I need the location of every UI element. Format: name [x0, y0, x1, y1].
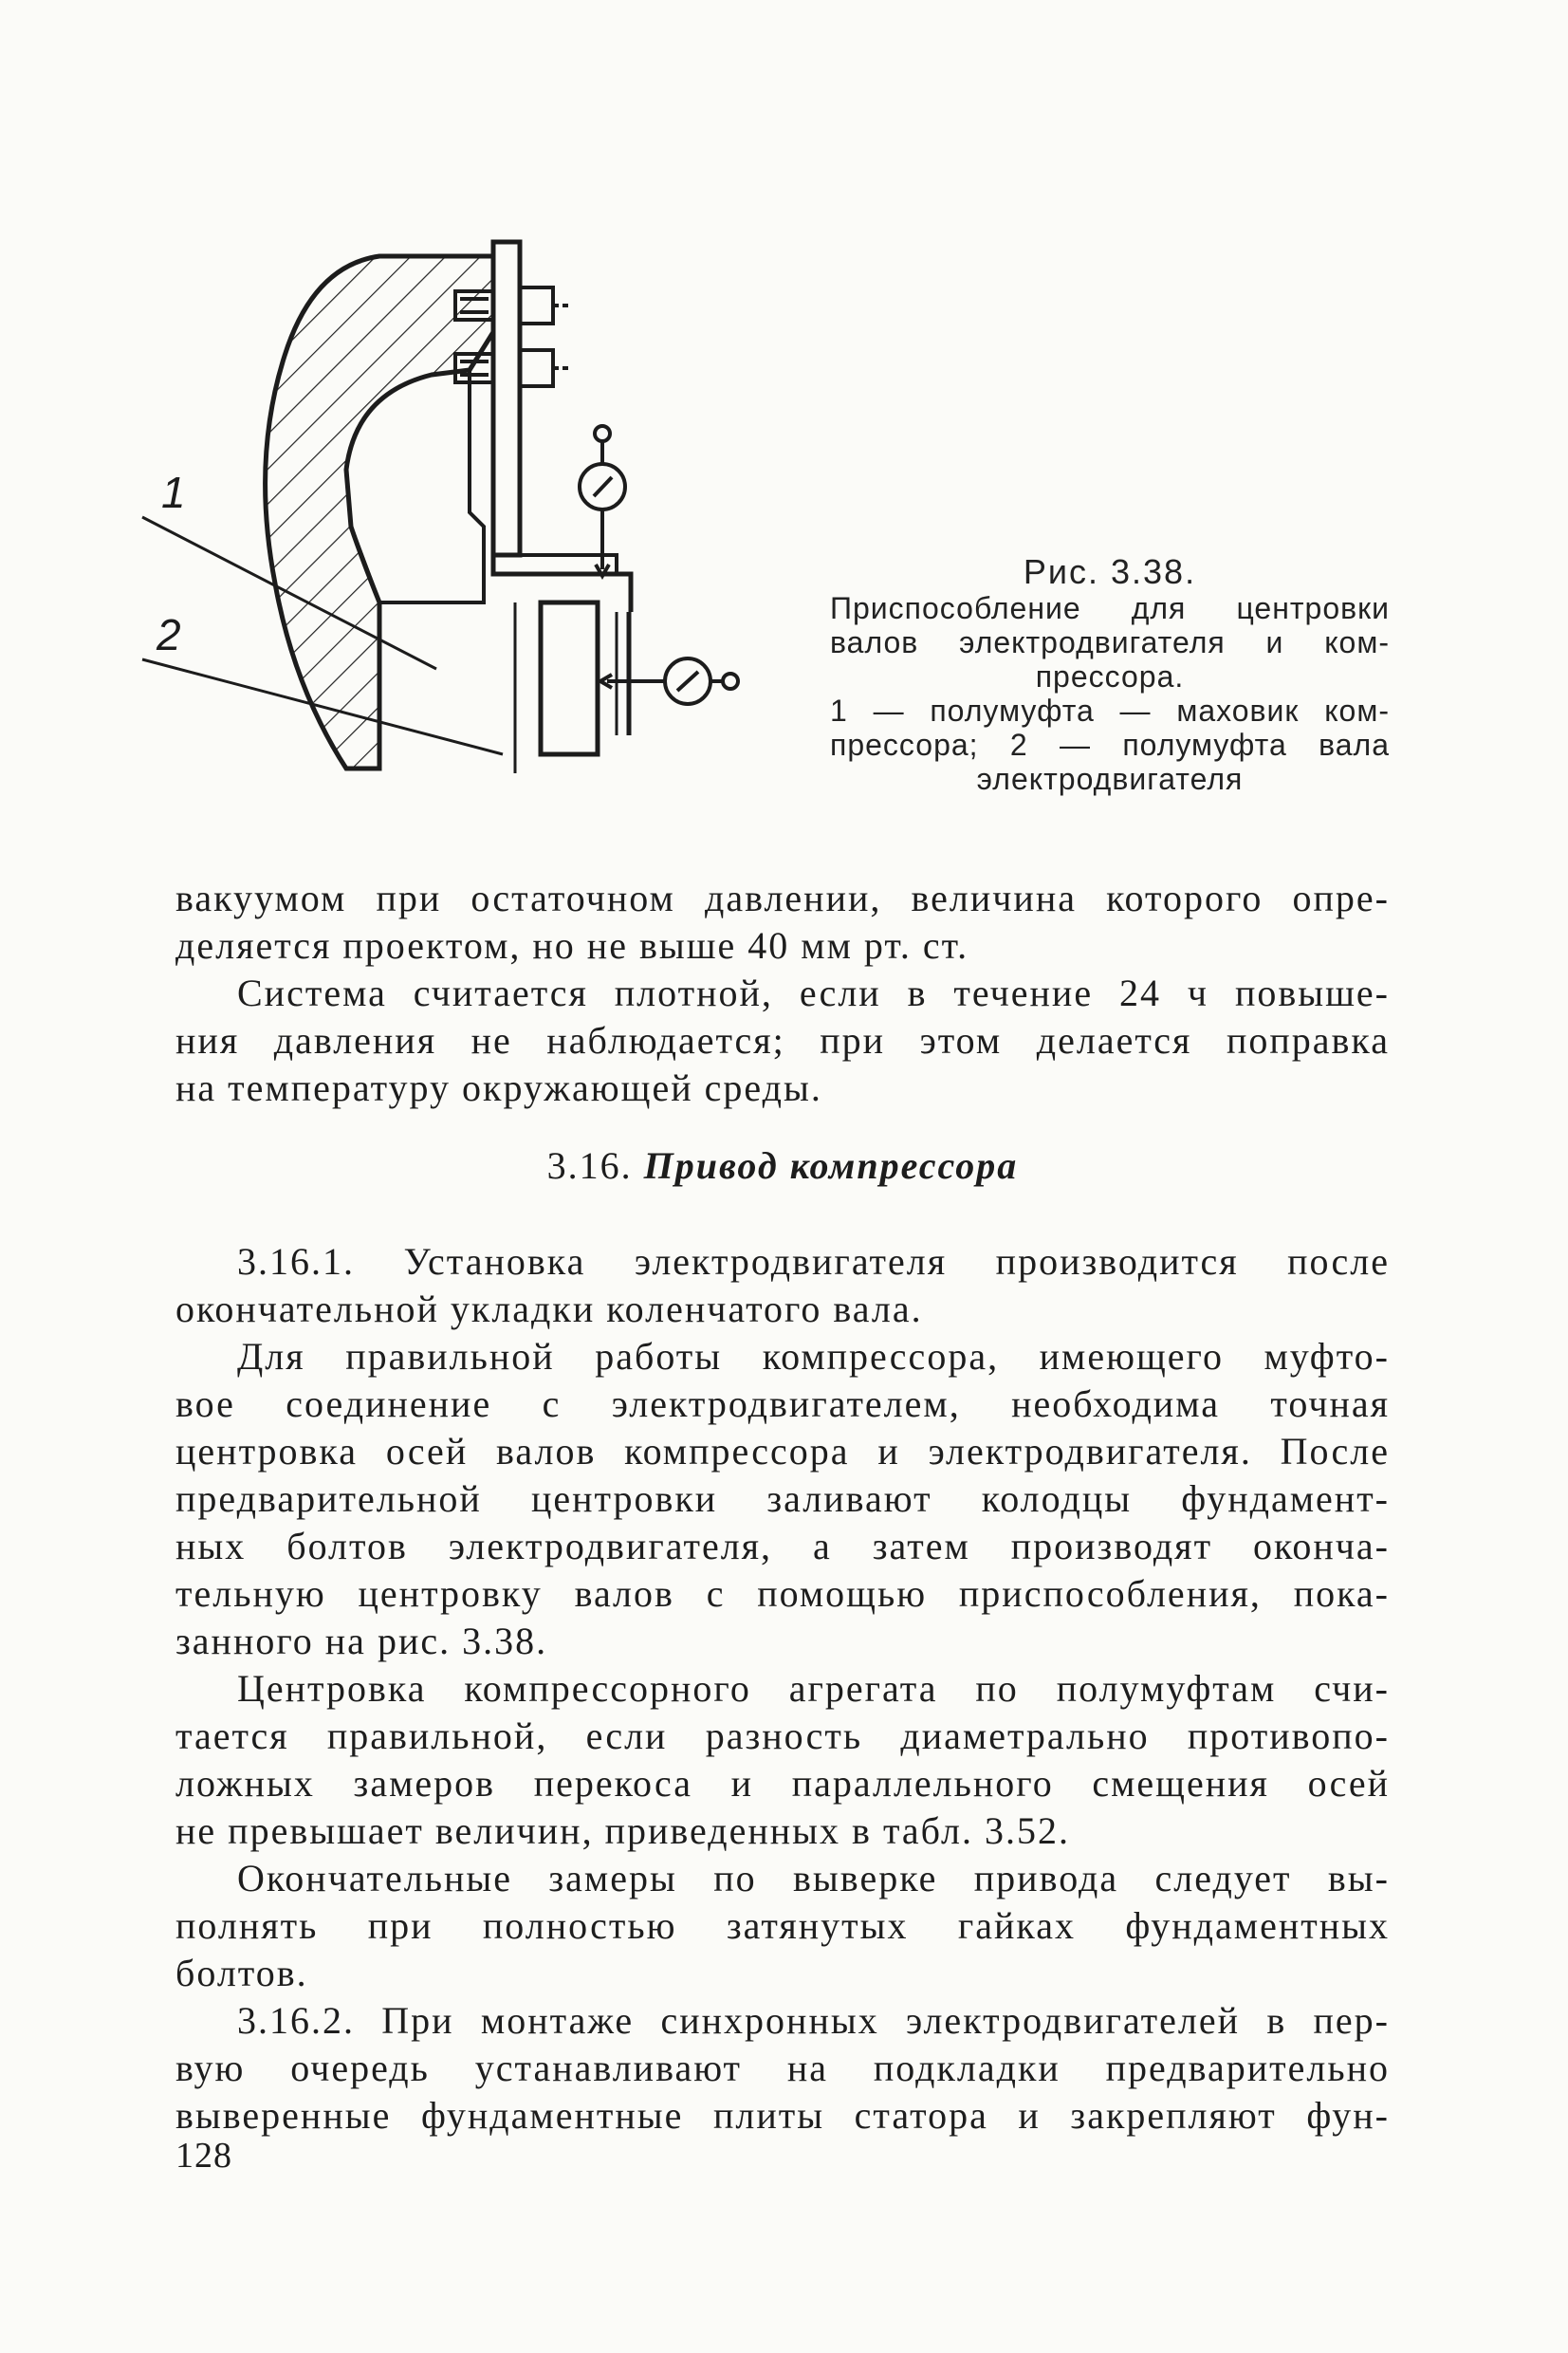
text-line: тается правильной, если разность диаметрально противопо- — [175, 1714, 1390, 1757]
text-line: болтов. — [175, 1952, 308, 1994]
text-line: тельную центровку валов с помощью приспособления, пока- — [175, 1572, 1390, 1615]
text-line: 3.16.2. При монтаже синхронных электродвигателей в пер- — [237, 1999, 1390, 2042]
motor-half-coupling — [541, 602, 598, 754]
caption-line: 1 — полумуфта — маховик ком- — [830, 694, 1390, 728]
text-line: деляется проектом, но не выше 40 мм рт. ст. — [175, 924, 969, 967]
text-line: вое соединение с электродвигателем, необходима точная — [175, 1382, 1390, 1425]
text-line: центровка осей валов компрессора и электродвигателя. После — [175, 1430, 1390, 1473]
figure-caption — [830, 552, 1390, 796]
caption-line: прессора. — [1035, 659, 1185, 694]
text-line: ных болтов электродвигателя, а затем производят оконча- — [175, 1525, 1390, 1567]
text-line: 3.16.1. Установка электродвигателя производится после — [237, 1240, 1390, 1283]
text-line: на температуру окружающей среды. — [175, 1066, 822, 1109]
text-line: полнять при полностью затянутых гайках фундаментных — [175, 1904, 1390, 1947]
text-line: не превышает величин, приведенных в табл. 3.52. — [175, 1809, 1070, 1852]
figure-label-2: 2 — [157, 610, 181, 659]
section-heading — [175, 1143, 1390, 1188]
text-block-top — [175, 875, 1390, 1112]
caption-line: электродвигателя — [976, 762, 1244, 796]
section-number: 3.16. — [546, 1144, 633, 1187]
flywheel-half-coupling-body — [266, 256, 493, 769]
caption-line: прессора; 2 — полумуфта вала — [830, 728, 1390, 762]
caption-line: валов электродвигателя и ком- — [830, 625, 1390, 659]
alignment-fixture-svg — [157, 242, 835, 830]
text-line: Окончательные замеры по выверке привода следует вы- — [237, 1857, 1390, 1899]
text-line: занного на рис. 3.38. — [175, 1620, 548, 1662]
text-line: вую очередь устанавливают на подкладки предварительно — [175, 2047, 1390, 2089]
text-line: предварительной центровки заливают колодцы фундамент- — [175, 1477, 1390, 1520]
caption-title: Рис. 3.38. — [1023, 552, 1197, 591]
dial-indicator-lower-icon — [600, 658, 738, 704]
text-line: Центровка компрессорного агрегата по полумуфтам счи- — [237, 1667, 1390, 1710]
section-title: Привод компрессора — [643, 1144, 1019, 1187]
text-line: Для правильной работы компрессора, имеющего муфто- — [237, 1335, 1390, 1378]
text-line: окончательной укладки коленчатого вала. — [175, 1288, 923, 1330]
caption-line: Приспособление для центровки — [830, 591, 1390, 625]
text-line: вакуумом при остаточном давлении, величина которого опре- — [175, 877, 1390, 919]
text-line: Система считается плотной, если в течение 24 ч повыше- — [237, 972, 1390, 1014]
figure-label-1: 1 — [161, 468, 186, 517]
text-line: ния давления не наблюдается; при этом делается поправка — [175, 1019, 1390, 1062]
text-block-bottom — [175, 1238, 1390, 2140]
figure-3-38-drawing — [157, 242, 835, 830]
text-line: ложных замеров перекоса и параллельного смещения осей — [175, 1762, 1390, 1805]
page-number: 128 — [175, 2136, 232, 2176]
text-line: выверенные фундаментные плиты статора и закрепляют фун- — [175, 2094, 1390, 2137]
fixture-plate — [493, 242, 520, 555]
